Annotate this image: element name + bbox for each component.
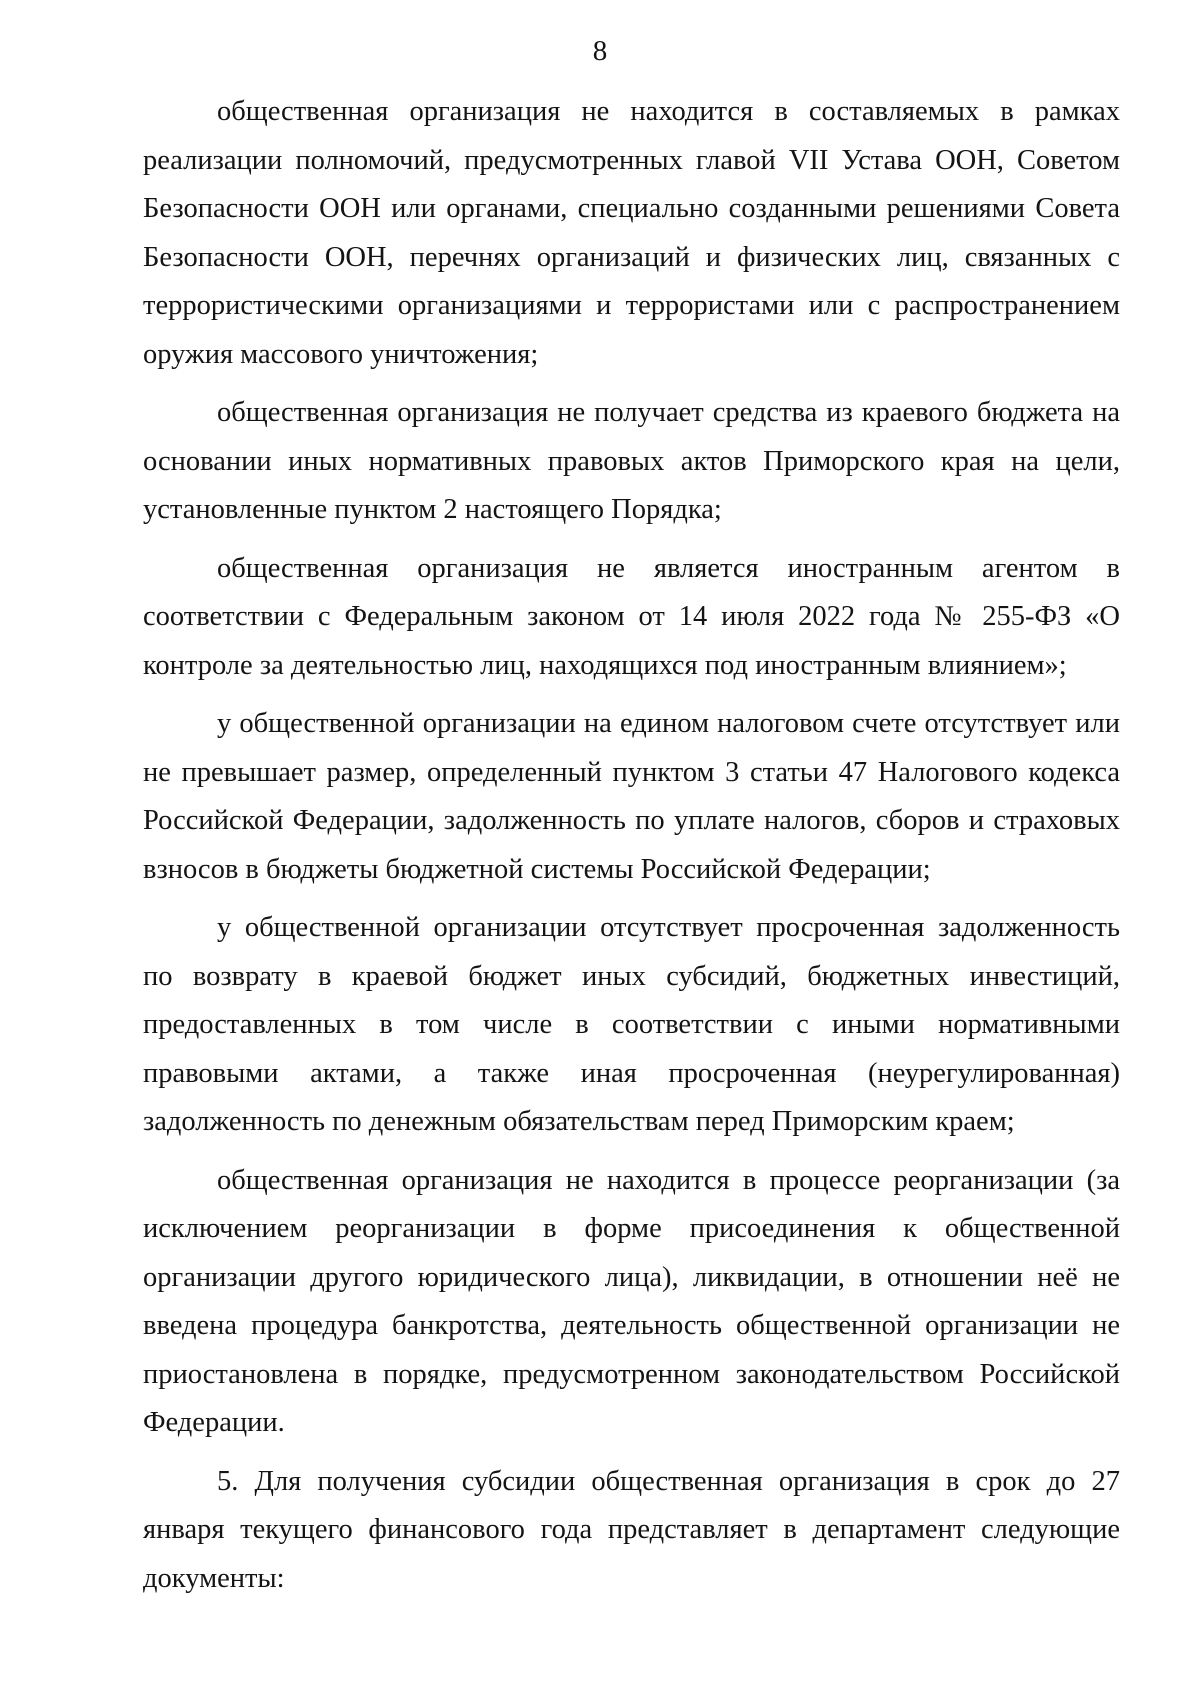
paragraph-not-foreign-agent: общественная организация не является иностранным агентом в соответствии с Федеральным законом от 14 июля 2022 года № 255-ФЗ «О контроле за деятельностью лиц, находящихся под иностранным влиянием»;: [143, 552, 1120, 681]
paragraph-no-regional-budget-funds: общественная организация не получает средства из краевого бюджета на основании иных нормативных правовых актов Приморского края на цели, установленные пунктом 2 настоящего Порядка;: [143, 397, 1120, 525]
page-number: 8: [592, 35, 608, 67]
paragraph-un-sanctions-lists: общественная организация не находится в составляемых в рамках реализации полномочий, предусмотренных главой VII Устава ООН, Советом Безопасности ООН или органами, специально созданными решениями Совета Безопасности ООН, перечнях организаций и физических лиц, связанных с террористическими организациями и террористами или с распространением оружия массового уничтожения;: [143, 96, 1120, 370]
paragraph-tax-debt: у общественной организации на едином налоговом счете отсутствует или не превышает размер, определенный пунктом 3 статьи 47 Налогового кодекса Российской Федерации, задолженность по уплате налогов, сборов и страховых взносов в бюджеты бюджетной системы Российской Федерации;: [143, 708, 1120, 885]
paragraph-overdue-debt: у общественной организации отсутствует просроченная задолженность по возврату в краевой бюджет иных субсидий, бюджетных инвестиций, предоставленных в том числе в соответствии с иными нормативными правовыми актами, а также иная просроченная (неурегулированная) задолженность по денежным обязательствам перед Приморским краем;: [143, 912, 1120, 1137]
paragraph-item-5-documents: 5. Для получения субсидии общественная организация в срок до 27 января текущего финансового года представляет в департамент следующие документы:: [143, 1465, 1120, 1594]
paragraph-reorganization-liquidation: общественная организация не находится в процессе реорганизации (за исключением реорганизации в форме присоединения к общественной организации другого юридического лица), ликвидации, в отношении неё не введена процедура банкротства, деятельность общественной организации не приостановлена в порядке, предусмотренном законодательством Российской Федерации.: [143, 1164, 1120, 1438]
document-body: [143, 88, 1120, 1603]
